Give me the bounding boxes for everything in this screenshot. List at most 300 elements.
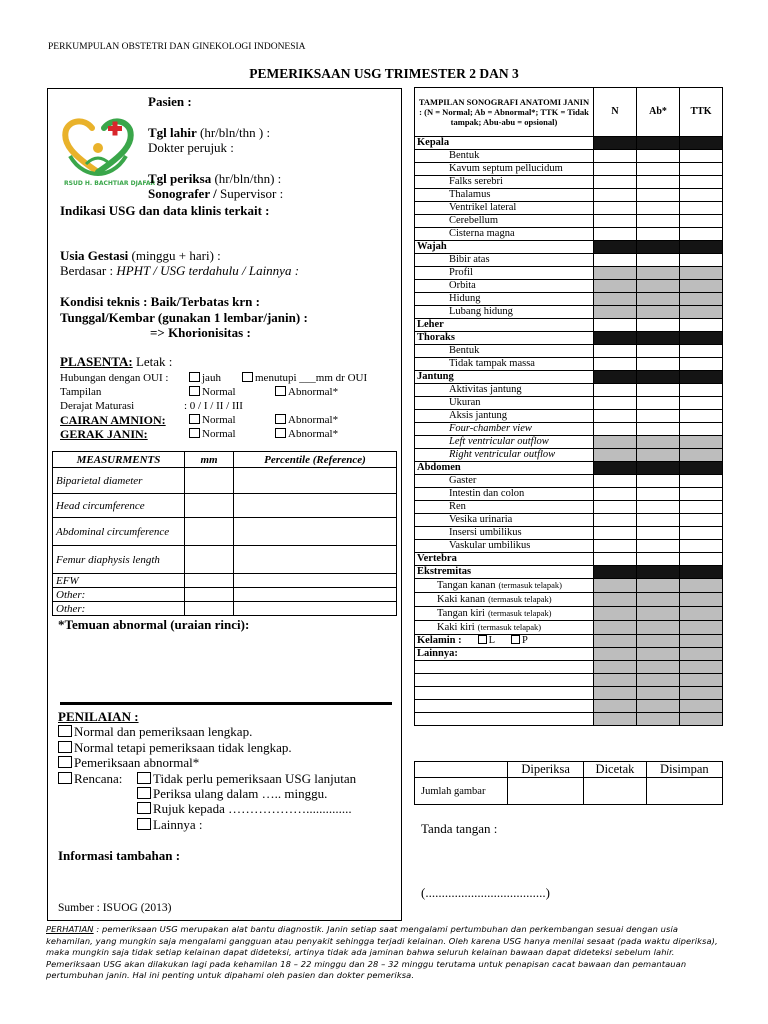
anatomy-label: Abdomen [415,462,594,475]
anatomy-check-ab [637,137,680,150]
anatomy-check-ttk[interactable] [680,540,723,553]
gerak-normal-checkbox[interactable] [189,428,200,438]
anatomy-check-ab[interactable] [637,228,680,241]
anatomy-check-ab[interactable] [637,254,680,267]
penilaian-checkbox-1[interactable] [58,725,72,737]
anatomy-row [415,462,723,475]
extremity-label: Tangan kanan [437,580,496,591]
anatomy-label: Ren [415,501,594,514]
kondisi-teknis-field[interactable]: Kondisi teknis : Baik/Terbatas krn : [60,294,260,309]
anatomy-check-n[interactable] [594,345,637,358]
anatomy-check-n[interactable] [594,475,637,488]
anatomy-check-ttk[interactable] [680,319,723,332]
kelamin-option-p[interactable] [511,635,528,646]
anatomy-check-ab[interactable] [637,176,680,189]
gerak-abnormal-label: Abnormal* [288,428,339,440]
anatomy-row [415,687,723,700]
rencana-opt-3[interactable] [137,802,352,816]
anatomy-check-ab[interactable] [637,384,680,397]
meas-percentile-input[interactable] [234,588,397,602]
anatomy-row [415,371,723,384]
derajat-maturasi-options[interactable]: : 0 / I / II / III [184,400,243,412]
anatomy-check-ab[interactable] [637,163,680,176]
penilaian-option-1[interactable] [58,725,252,739]
anatomy-check-ab [637,332,680,345]
anatomy-row [415,527,723,540]
anatomy-label: Ukuran [415,397,594,410]
anatomy-label [415,593,594,607]
meas-percentile-input[interactable] [234,494,397,518]
meas-mm-input[interactable] [185,468,234,494]
extremity-note: (termasuk telapak) [477,622,542,632]
anatomy-row [415,241,723,254]
anatomy-check-ttk[interactable] [680,553,723,566]
disclaimer-text: : pemeriksaan USG merupakan alat bantu diagnostik. Janin setiap saat mengalami pertumbuhan dan perkembangan sesuai dengan usia kehamilan, yang mungkin saja mengalami gangguan atau penyakit sehingga terjadi kelainan. Oleh karena USG hanya menilai sesaat (pada waktu diperiksa), maka mungkin saja tidak setiap kelainan dapat dideteksi, artinya tidak ada jaminan bahwa seluruh kelainan bawaan dapat dideteksi sebelum lahir. Pemeriksaan USG akan dilakukan lagi pada kehamilan 18 – 22 minggu dan 28 – 32 minggu terutama untuk penapisan cacat bawaan dan pemantauan pertumbuhan janin. Hal ini penting untuk dipahami oleh pasien dan dokter pemeriksa. [46,924,718,980]
anatomy-check-ttk[interactable] [680,501,723,514]
rujuk-blank: ……………….............. [228,801,352,816]
tampilan-normal-option[interactable] [189,386,236,398]
anatomy-check-ttk[interactable] [680,176,723,189]
anatomy-row [415,540,723,553]
anatomy-check-ab [637,462,680,475]
anatomy-check-ttk[interactable] [680,648,723,661]
rencana-checkbox[interactable] [58,772,72,784]
anatomy-row [415,661,723,674]
berdasar-field[interactable] [60,264,299,278]
anatomy-check-ttk[interactable] [680,713,723,726]
anatomy-label: Aksis jantung [415,410,594,423]
anatomy-check-ttk [680,332,723,345]
rencana-checkbox-4[interactable] [137,818,151,830]
anatomy-check-n [594,137,637,150]
organization-name: PERKUMPULAN OBSTETRI DAN GINEKOLOGI INDONESIA [48,42,306,52]
logo-caption: RSUD H. BACHTIAR DJAFAR [64,180,156,187]
col-ttk: TTK [680,88,723,137]
meas-head-circumference: Head circumference [53,494,185,518]
dokter-perujuk-field[interactable]: Dokter perujuk : [148,140,234,155]
anatomy-label [415,713,594,726]
anatomy-row [415,501,723,514]
anatomy-row [415,700,723,713]
kelamin-checkbox-l[interactable] [478,635,487,644]
anatomy-check-n[interactable] [594,202,637,215]
anatomy-check-ttk[interactable] [680,280,723,293]
anatomy-row [415,189,723,202]
anatomy-label: Right ventricular outflow [415,449,594,462]
anatomy-row [415,410,723,423]
rencana-checkbox-3[interactable] [137,802,151,814]
anatomy-label: Cerebellum [415,215,594,228]
anatomy-check-ttk[interactable] [680,475,723,488]
anatomy-check-ttk[interactable] [680,189,723,202]
anatomy-label: Four-chamber view [415,423,594,436]
meas-mm-input[interactable] [185,518,234,546]
cairan-normal-option[interactable] [189,414,236,426]
anatomy-check-ab[interactable] [637,202,680,215]
meas-other: Other: [53,588,185,602]
meas-mm-input[interactable] [185,574,234,588]
anatomy-check-n[interactable] [594,267,637,280]
anatomy-label: Lainnya: [415,648,594,661]
anatomy-check-ab[interactable] [637,410,680,423]
tgl-periksa-format: (hr/bln/thn) : [211,171,282,186]
anatomy-check-n[interactable] [594,176,637,189]
anatomy-check-n[interactable] [594,150,637,163]
anatomy-check-ttk[interactable] [680,514,723,527]
anatomy-check-ab[interactable] [637,501,680,514]
anatomy-label: Leher [415,319,594,332]
anatomy-check-ab[interactable] [637,345,680,358]
dicetak-input[interactable] [584,778,646,805]
meas-efw: EFW [53,574,185,588]
rencana-checkbox-1[interactable] [137,772,151,784]
anatomy-row [415,267,723,280]
anatomy-check-ab[interactable] [637,449,680,462]
cairan-normal-checkbox[interactable] [189,414,200,424]
anatomy-row [415,579,723,593]
anatomy-check-n[interactable] [594,635,637,648]
gerak-normal-option[interactable] [189,428,236,440]
menutupi-label: menutupi ___mm dr OUI [255,372,368,384]
anatomy-row [415,713,723,726]
kelamin-option-label: P [522,635,528,646]
anatomy-label: Gaster [415,475,594,488]
extremity-note: (termasuk telapak) [488,594,552,604]
anatomy-check-ab[interactable] [637,358,680,371]
rencana-text-1: Tidak perlu pemeriksaan USG lanjutan [153,771,357,786]
anatomy-check-ab [637,371,680,384]
informasi-tambahan-field[interactable]: Informasi tambahan : [58,848,181,863]
anatomy-check-n[interactable] [594,254,637,267]
meas-mm-input[interactable] [185,546,234,574]
anatomy-check-ab[interactable] [637,621,680,635]
anatomy-check-ab[interactable] [637,397,680,410]
tanda-tangan-label: Tanda tangan : [421,821,498,836]
percentile-header: Percentile (Reference) [234,452,397,468]
tgl-periksa-field[interactable] [148,172,281,186]
anatomy-check-ab[interactable] [637,553,680,566]
anatomy-row [415,475,723,488]
anatomy-check-ttk[interactable] [680,254,723,267]
anatomy-check-ttk[interactable] [680,150,723,163]
anatomy-check-ttk[interactable] [680,593,723,607]
anatomy-check-n[interactable] [594,436,637,449]
anatomy-check-n[interactable] [594,607,637,621]
anatomy-check-ab[interactable] [637,488,680,501]
anatomy-check-n[interactable] [594,215,637,228]
meas-percentile-input[interactable] [234,574,397,588]
anatomy-check-n[interactable] [594,319,637,332]
meas-mm-input[interactable] [185,588,234,602]
anatomy-check-ab[interactable] [637,674,680,687]
anatomy-row [415,674,723,687]
anatomy-row [415,384,723,397]
anatomy-row [415,593,723,607]
penilaian-text-2: Normal tetapi pemeriksaan tidak lengkap. [74,740,292,755]
plasenta-label: PLASENTA: [60,354,133,369]
penilaian-text-3: Pemeriksaan abnormal* [74,755,200,770]
anatomy-check-ab[interactable] [637,635,680,648]
anatomy-check-ttk[interactable] [680,384,723,397]
anatomy-check-ttk[interactable] [680,163,723,176]
penilaian-checkbox-3[interactable] [58,756,72,768]
anatomy-check-n[interactable] [594,540,637,553]
anatomy-check-ab[interactable] [637,319,680,332]
anatomy-check-ab[interactable] [637,527,680,540]
tampilan-abnormal-label: Abnormal* [288,386,339,398]
anatomy-check-ttk[interactable] [680,621,723,635]
meas-mm-input[interactable] [185,602,234,616]
meas-percentile-input[interactable] [234,602,397,616]
anatomy-check-ab[interactable] [637,687,680,700]
signature-field[interactable]: (.....................................) [421,885,550,900]
anatomy-check-ttk[interactable] [680,607,723,621]
tampilan-normal-checkbox[interactable] [189,386,200,396]
diperiksa-input[interactable] [508,778,584,805]
meas-percentile-input[interactable] [234,468,397,494]
anatomy-check-ab[interactable] [637,436,680,449]
anatomy-check-ab[interactable] [637,306,680,319]
anatomy-check-n[interactable] [594,397,637,410]
meas-percentile-input[interactable] [234,546,397,574]
anatomy-check-ab[interactable] [637,700,680,713]
anatomy-label: Insersi umbilikus [415,527,594,540]
anatomy-check-ab[interactable] [637,514,680,527]
rencana-checkbox-2[interactable] [137,787,151,799]
anatomy-row [415,215,723,228]
anatomy-label: Cisterna magna [415,228,594,241]
hubungan-oui-label: Hubungan dengan OUI : [60,372,169,384]
anatomy-row [415,397,723,410]
penilaian-label: PENILAIAN : [58,709,139,724]
anatomy-check-ttk[interactable] [680,202,723,215]
anatomy-label [415,607,594,621]
measurements-table [52,451,397,616]
meas-percentile-input[interactable] [234,518,397,546]
anatomy-check-n[interactable] [594,713,637,726]
anatomy-check-ab[interactable] [637,593,680,607]
cairan-abnormal-checkbox[interactable] [275,414,286,424]
anatomy-check-n[interactable] [594,579,637,593]
anatomy-check-ttk[interactable] [680,700,723,713]
tampilan-abnormal-option[interactable] [275,386,338,398]
anatomy-label: Left ventricular outflow [415,436,594,449]
anatomy-row [415,280,723,293]
meas-other: Other: [53,602,185,616]
anatomy-row [415,648,723,661]
anatomy-check-ab[interactable] [637,150,680,163]
anatomy-label: Profil [415,267,594,280]
cairan-abnormal-option[interactable] [275,414,338,426]
anatomy-label: Falks serebri [415,176,594,189]
jauh-checkbox[interactable] [189,372,200,382]
anatomy-check-n[interactable] [594,163,637,176]
anatomy-label: Ventrikel lateral [415,202,594,215]
anatomy-check-n[interactable] [594,661,637,674]
anatomy-check-ttk[interactable] [680,215,723,228]
kelamin-option-l[interactable] [478,635,495,646]
anatomy-check-ttk[interactable] [680,228,723,241]
plasenta-letak-field[interactable] [60,355,172,369]
anatomy-check-ttk[interactable] [680,579,723,593]
anatomy-check-n[interactable] [594,358,637,371]
anatomy-check-n[interactable] [594,280,637,293]
anatomy-check-ab[interactable] [637,661,680,674]
anatomy-check-ab[interactable] [637,293,680,306]
anatomy-check-ttk[interactable] [680,687,723,700]
meas-femur-length: Femur diaphysis length [53,546,185,574]
anatomy-check-n[interactable] [594,423,637,436]
anatomy-label: Hidung [415,293,594,306]
tampilan-abnormal-checkbox[interactable] [275,386,286,396]
anatomy-check-n[interactable] [594,228,637,241]
anatomy-check-ttk[interactable] [680,306,723,319]
jumlah-gambar-label: Jumlah gambar [415,778,508,805]
anatomy-check-n[interactable] [594,514,637,527]
anatomy-check-n[interactable] [594,501,637,514]
penilaian-option-3[interactable] [58,756,199,770]
anatomy-check-n[interactable] [594,553,637,566]
gerak-janin-label: GERAK JANIN: [60,427,148,441]
anatomy-row [415,449,723,462]
tampilan-normal-label: Normal [202,386,236,398]
anatomy-check-n[interactable] [594,687,637,700]
meas-biparietal: Biparietal diameter [53,468,185,494]
anatomy-check-n[interactable] [594,306,637,319]
menutupi-option[interactable] [242,372,367,384]
anatomy-check-ttk[interactable] [680,488,723,501]
gerak-normal-label: Normal [202,428,236,440]
kelamin-option-label: L [488,635,496,646]
anatomy-check-n[interactable] [594,488,637,501]
anatomy-check-ab[interactable] [637,475,680,488]
jauh-option[interactable] [189,372,221,384]
anatomy-check-ttk[interactable] [680,267,723,280]
usia-gestasi-unit: (minggu + hari) : [128,248,221,263]
cairan-normal-label: Normal [202,414,236,426]
anatomy-check-ttk[interactable] [680,358,723,371]
anatomy-row [415,635,723,648]
menutupi-checkbox[interactable] [242,372,253,382]
indikasi-field[interactable]: Indikasi USG dan data klinis terkait : [60,203,270,218]
anatomy-check-ttk [680,241,723,254]
anatomy-check-n[interactable] [594,674,637,687]
extremity-note: (termasuk telapak) [498,580,562,590]
anatomy-check-ttk[interactable] [680,410,723,423]
rencana-opt-1[interactable] [137,772,356,786]
penilaian-checkbox-2[interactable] [58,741,72,753]
anatomy-label: Lubang hidung [415,306,594,319]
anatomy-check-ab[interactable] [637,215,680,228]
anatomy-check-ab[interactable] [637,280,680,293]
meas-mm-input[interactable] [185,494,234,518]
khorionisitas-field[interactable]: => Khorionisitas : [150,325,251,340]
usia-gestasi-label: Usia Gestasi [60,248,129,263]
anatomy-check-ttk[interactable] [680,293,723,306]
anatomy-label: Thalamus [415,189,594,202]
anatomy-check-n[interactable] [594,189,637,202]
source-note: Sumber : ISUOG (2013) [58,902,172,914]
anatomy-check-n[interactable] [594,648,637,661]
anatomy-check-n[interactable] [594,700,637,713]
sonografer-label: Sonografer / [148,186,217,201]
anatomy-label [415,687,594,700]
tunggal-kembar-field[interactable]: Tunggal/Kembar (gunakan 1 lembar/janin) : [60,310,308,325]
anatomy-check-ab[interactable] [637,423,680,436]
perhatian-label: PERHATIAN [46,924,94,934]
anatomy-label: Orbita [415,280,594,293]
anatomy-check-ab[interactable] [637,648,680,661]
rencana-opt-2[interactable] [137,787,327,801]
anatomy-check-ab [637,241,680,254]
anatomy-check-n [594,566,637,579]
sonografer-field[interactable] [148,187,283,201]
anatomy-label: Vaskular umbilikus [415,540,594,553]
anatomy-check-n[interactable] [594,449,637,462]
anatomy-check-ab[interactable] [637,267,680,280]
gerak-abnormal-option[interactable] [275,428,338,440]
anatomy-check-ttk[interactable] [680,423,723,436]
anatomy-row [415,332,723,345]
anatomy-row [415,566,723,579]
rencana-opt-4[interactable] [137,818,202,832]
anatomy-check-n[interactable] [594,410,637,423]
anatomy-check-ttk[interactable] [680,661,723,674]
anatomy-check-ttk[interactable] [680,436,723,449]
anatomy-row [415,254,723,267]
anatomy-check-ttk [680,137,723,150]
anatomy-check-ttk[interactable] [680,635,723,648]
anatomy-row [415,345,723,358]
anatomy-check-ttk[interactable] [680,345,723,358]
gerak-abnormal-checkbox[interactable] [275,428,286,438]
anatomy-label [415,579,594,593]
anatomy-check-ab[interactable] [637,579,680,593]
anatomy-check-n[interactable] [594,527,637,540]
anatomy-row [415,150,723,163]
anatomy-check-ttk[interactable] [680,397,723,410]
anatomy-check-ttk[interactable] [680,527,723,540]
jauh-label: jauh [202,372,221,384]
anatomy-check-n[interactable] [594,293,637,306]
penilaian-option-2[interactable] [58,741,292,755]
anatomy-check-ttk[interactable] [680,449,723,462]
tgl-periksa-label: Tgl periksa [148,171,212,186]
disimpan-input[interactable] [646,778,722,805]
temuan-abnormal-field[interactable]: *Temuan abnormal (uraian rinci): [58,617,250,632]
anatomy-label: Kepala [415,137,594,150]
anatomy-label [415,661,594,674]
col-disimpan: Disimpan [646,762,722,778]
tgl-lahir-field[interactable] [148,126,270,140]
section-divider [60,702,392,705]
anatomy-check-n[interactable] [594,384,637,397]
kelamin-checkbox-p[interactable] [511,635,520,644]
kelamin-label: Kelamin : [417,635,462,646]
anatomy-label [415,674,594,687]
anatomy-check-ab[interactable] [637,607,680,621]
anatomy-check-ab[interactable] [637,540,680,553]
page-title: PEMERIKSAAN USG TRIMESTER 2 DAN 3 [249,66,519,81]
anatomy-label [415,635,594,648]
anatomy-check-ttk[interactable] [680,674,723,687]
rencana-option[interactable] [58,772,122,786]
anatomy-check-ab[interactable] [637,713,680,726]
usia-gestasi-field[interactable] [60,249,221,263]
anatomy-check-n[interactable] [594,593,637,607]
anatomy-check-ab[interactable] [637,189,680,202]
anatomy-check-n[interactable] [594,621,637,635]
